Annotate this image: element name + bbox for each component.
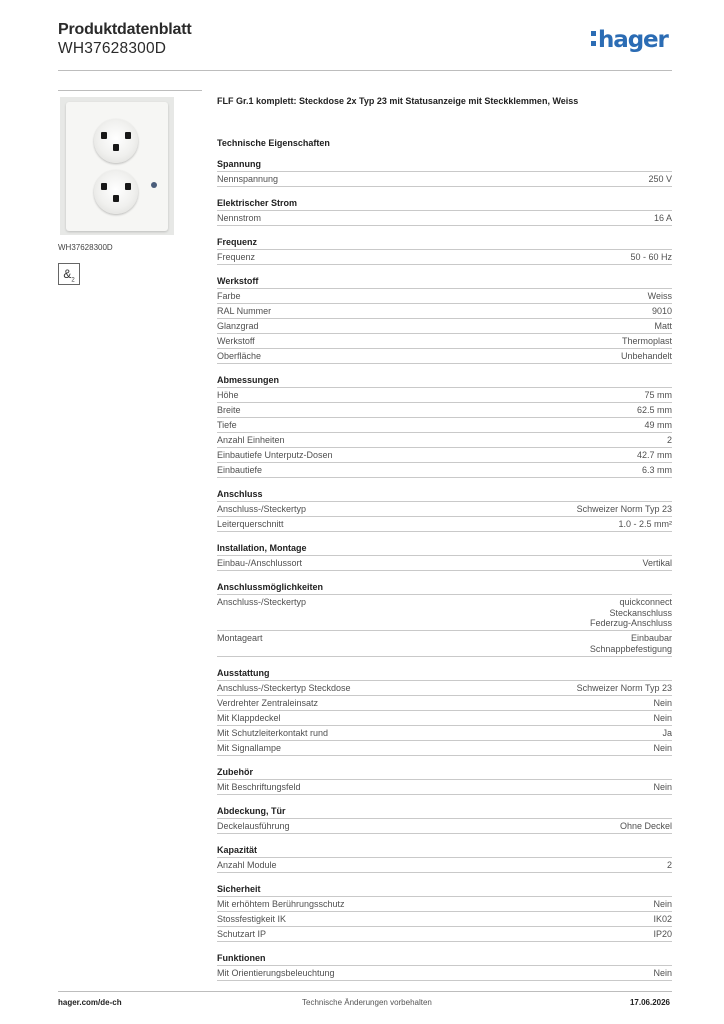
property-label: Breite [217, 405, 241, 415]
logo-text: hager [598, 27, 668, 53]
group-heading: Zubehör [217, 765, 672, 780]
property-label: Anschluss-/Steckertyp [217, 504, 307, 514]
group-heading: Abmessungen [217, 373, 672, 388]
property-label: Einbau-/Anschlussort [217, 558, 303, 568]
property-label: Höhe [217, 390, 239, 400]
property-label: Werkstoff [217, 336, 255, 346]
property-value: Schweizer Norm Typ 23 [576, 682, 672, 693]
property-row [217, 741, 672, 756]
property-label: Mit Beschriftungsfeld [217, 781, 301, 792]
footer-notice: Technische Änderungen vorbehalten [302, 998, 432, 1007]
property-value: Nein [653, 742, 672, 753]
group-heading: Elektrischer Strom [217, 196, 672, 211]
property-label: Deckelausführung [217, 820, 290, 831]
property-value: Nein [653, 781, 672, 792]
property-row [217, 418, 672, 433]
property-label: Anschluss-/Steckertyp [217, 597, 307, 607]
property-value: Matt [654, 321, 672, 331]
socket-plate [66, 102, 168, 231]
property-value: 16 A [653, 213, 672, 223]
property-value: Weiss [647, 291, 672, 301]
property-value: 250 V [648, 174, 672, 184]
property-label: Oberfläche [217, 351, 262, 361]
property-row [217, 349, 672, 364]
group-heading: Werkstoff [217, 274, 672, 289]
property-label: Mit Orientierungsbeleuchtung [217, 967, 335, 978]
property-label: RAL Nummer [217, 306, 272, 316]
property-row [217, 711, 672, 726]
property-label: Montageart [217, 633, 263, 643]
property-value: 2 [666, 859, 672, 870]
property-row [217, 966, 672, 981]
property-row [217, 289, 672, 304]
header-divider [58, 70, 672, 71]
property-row [217, 403, 672, 418]
property-value: Einbaubar Schnappbefestigung [589, 633, 672, 654]
property-value: Schweizer Norm Typ 23 [576, 504, 672, 514]
group-heading: Funktionen [217, 951, 672, 966]
group-heading: Installation, Montage [217, 541, 672, 556]
property-row [217, 304, 672, 319]
property-row [217, 595, 672, 631]
photo-caption: WH37628300D [58, 243, 113, 252]
property-row [217, 250, 672, 265]
property-value: IP20 [653, 928, 672, 939]
footer-divider [58, 991, 672, 992]
property-label: Glanzgrad [217, 321, 259, 331]
property-row [217, 463, 672, 478]
property-value: Thermoplast [621, 336, 672, 346]
property-label: Nennstrom [217, 213, 262, 223]
property-row [217, 696, 672, 711]
property-value: Nein [653, 898, 672, 909]
logo-dots-icon [591, 31, 596, 46]
property-label: Mit Signallampe [217, 742, 282, 753]
property-value: quickconnect Steckanschluss Federzug-Anschluss [589, 597, 672, 628]
property-label: Einbautiefe [217, 465, 263, 475]
product-details [217, 95, 672, 981]
property-value: 9010 [651, 306, 672, 316]
group-heading: Anschluss [217, 487, 672, 502]
property-value: Unbehandelt [620, 351, 672, 361]
property-value: 62.5 mm [636, 405, 672, 415]
product-image [60, 97, 174, 235]
property-row [217, 897, 672, 912]
property-label: Verdrehter Zentraleinsatz [217, 697, 319, 708]
property-row [217, 172, 672, 187]
property-row [217, 502, 672, 517]
property-row [217, 556, 672, 571]
product-description: FLF Gr.1 komplett: Steckdose 2x Typ 23 mit Statusanzeige mit Steckklemmen, Weiss [217, 96, 579, 106]
footer-date: 17.06.2026 [629, 998, 670, 1007]
property-label: Farbe [217, 291, 241, 301]
property-label: Leiterquerschnitt [217, 519, 284, 529]
property-label: Einbautiefe Unterputz-Dosen [217, 450, 333, 460]
property-row [217, 858, 672, 873]
property-label: Anzahl Module [217, 859, 277, 870]
group-heading: Spannung [217, 157, 672, 172]
property-label: Anschluss-/Steckertyp Steckdose [217, 682, 351, 693]
property-row [217, 334, 672, 349]
property-row [217, 819, 672, 834]
status-indicator-led [151, 182, 157, 188]
photo-divider [58, 90, 202, 91]
group-heading: Kapazität [217, 843, 672, 858]
property-row [217, 433, 672, 448]
property-row [217, 927, 672, 942]
footer-website[interactable]: hager.com/de-ch [58, 998, 122, 1007]
property-value: 50 - 60 Hz [630, 252, 672, 262]
group-heading: Sicherheit [217, 882, 672, 897]
group-heading: Frequenz [217, 235, 672, 250]
property-label: Nennspannung [217, 174, 279, 184]
property-row [217, 726, 672, 741]
property-row [217, 681, 672, 696]
property-label: Mit Klappdeckel [217, 712, 281, 723]
property-label: Mit Schutzleiterkontakt rund [217, 727, 329, 738]
socket-outlet-bottom [94, 170, 138, 214]
property-value: Vertikal [642, 558, 672, 568]
group-heading: Ausstattung [217, 666, 672, 681]
property-value: IK02 [653, 913, 672, 924]
document-title: Produktdatenblatt [58, 21, 192, 38]
property-label: Mit erhöhtem Berührungsschutz [217, 898, 345, 909]
property-value: Nein [653, 712, 672, 723]
property-value: 6.3 mm [641, 465, 672, 475]
property-row [217, 388, 672, 403]
eco-hazard-pictogram-icon: $\&_2$ [58, 263, 80, 285]
property-value: 2 [666, 435, 672, 445]
product-code: WH37628300D [58, 40, 167, 57]
property-label: Schutzart IP [217, 928, 267, 939]
property-value: Ja [662, 727, 672, 738]
property-label: Anzahl Einheiten [217, 435, 285, 445]
property-row [217, 780, 672, 795]
section-title: Technische Eigenschaften [217, 138, 330, 148]
property-row [217, 912, 672, 927]
property-label: Frequenz [217, 252, 256, 262]
property-row [217, 448, 672, 463]
property-row [217, 319, 672, 334]
property-row [217, 631, 672, 657]
property-value: Nein [653, 967, 672, 978]
property-value: 49 mm [644, 420, 672, 430]
property-value: 1.0 - 2.5 mm² [618, 519, 672, 529]
socket-outlet-top [94, 119, 138, 163]
property-label: Tiefe [217, 420, 237, 430]
property-value: 75 mm [644, 390, 672, 400]
group-heading: Abdeckung, Tür [217, 804, 672, 819]
property-groups [217, 157, 672, 981]
property-value: 42.7 mm [636, 450, 672, 460]
property-value: Ohne Deckel [619, 820, 672, 831]
property-row [217, 211, 672, 226]
property-label: Stossfestigkeit IK [217, 913, 287, 924]
hager-logo [591, 27, 668, 53]
property-value: Nein [653, 697, 672, 708]
property-row [217, 517, 672, 532]
group-heading: Anschlussmöglichkeiten [217, 580, 672, 595]
